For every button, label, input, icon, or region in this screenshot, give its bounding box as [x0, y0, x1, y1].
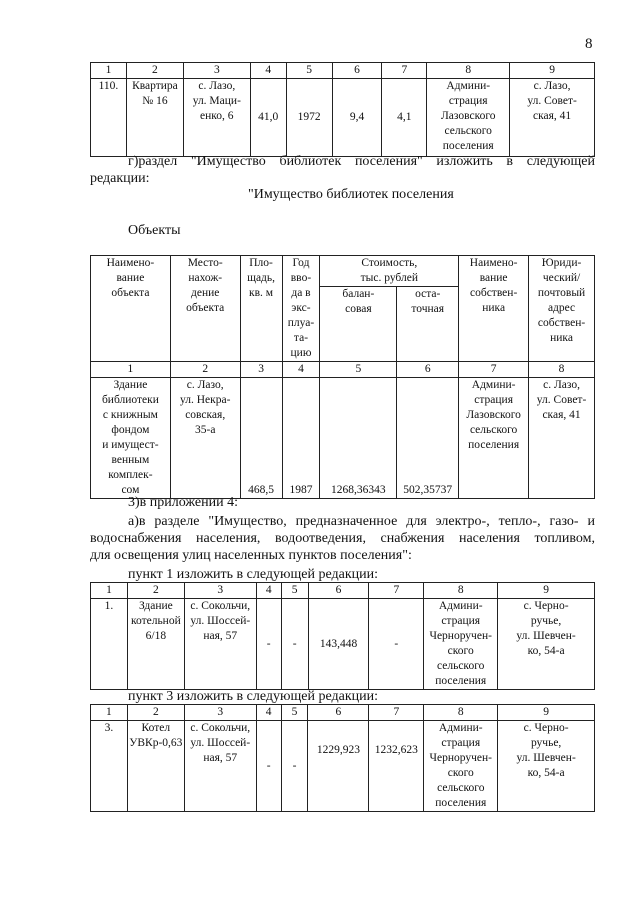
paragraph-3: 3)в приложении 4:	[128, 495, 238, 510]
paragraph-a-line2: водоснабжения населения, водоотведения, снабжения населения топливом,	[90, 531, 595, 546]
column-number: 4	[250, 63, 286, 79]
object-location: с. Сокольчи, ул. Шоссей- ная, 57	[184, 599, 256, 690]
paragraph-g-line2: редакции:	[90, 171, 150, 186]
table-header-row	[91, 63, 595, 79]
table-header-row	[91, 256, 595, 287]
paragraph-g-line1: г)раздел "Имущество библиотек поселения" изложить в следующей	[128, 154, 595, 169]
object-area: 41,0	[250, 79, 286, 157]
object-location: с. Лазо, ул. Маци- енко, 6	[183, 79, 250, 157]
owner-name: Админи- страция Черноручен- ского сельского поселения	[424, 721, 498, 812]
owner-address: с. Черно- ручье, ул. Шевчен- ко, 54-а	[498, 599, 595, 690]
owner-address: с. Лазо, ул. Совет- ская, 41	[529, 378, 595, 499]
column-number: 3	[184, 705, 256, 721]
column-number: 7	[369, 705, 424, 721]
table-row	[91, 599, 595, 690]
table-number-row	[91, 362, 595, 378]
column-number: 9	[510, 63, 595, 79]
column-number: 5	[281, 705, 308, 721]
object-name: Котел УВКр-0,63	[127, 721, 184, 812]
column-number: 5	[320, 362, 397, 378]
row-number: 110.	[91, 79, 127, 157]
objects-label: Объекты	[128, 223, 181, 238]
balance-cost: 1229,923	[308, 721, 369, 812]
object-name: Здание котельной 6/18	[127, 599, 184, 690]
column-number: 3	[184, 583, 256, 599]
column-number: 7	[382, 63, 427, 79]
column-number: 7	[369, 583, 424, 599]
object-name: Здание библиотеки с книжным фондом и имущест- венным комплек- сом	[91, 378, 171, 499]
header-year: Год ввo- да в экс- плуа- та- цию	[282, 256, 320, 362]
table-library	[90, 255, 595, 499]
column-number: 1	[91, 705, 128, 721]
paragraph-point1: пункт 1 изложить в следующей редакции:	[128, 567, 378, 582]
object-area: 468,5	[240, 378, 282, 499]
table-point3	[90, 704, 595, 812]
balance-cost: 1268,36343	[320, 378, 397, 499]
paragraph-a-line1: а)в разделе "Имущество, предназначенное для электро-, тепло-, газо- и	[128, 514, 595, 529]
table-housing	[90, 62, 595, 157]
residual-cost: -	[369, 599, 424, 690]
owner-name: Админи- страция Черноручен- ского сельского поселения	[424, 599, 498, 690]
object-year: 1972	[286, 79, 332, 157]
owner-address: с. Черно- ручье, ул. Шевчен- ко, 54-а	[498, 721, 595, 812]
owner-address: с. Лазо, ул. Совет- ская, 41	[510, 79, 595, 157]
header-balance: балан- совая	[320, 287, 397, 362]
paragraph-point3: пункт 3 изложить в следующей редакции:	[128, 689, 378, 704]
header-owner: Наимено- вание собствен- ника	[459, 256, 529, 362]
residual-cost: 502,35737	[397, 378, 459, 499]
object-name: Квартира № 16	[126, 79, 183, 157]
object-area: -	[256, 599, 281, 690]
column-number: 1	[91, 63, 127, 79]
column-number: 4	[256, 705, 281, 721]
header-address: Юриди- ческий/ почтовый адрес собствен- ника	[529, 256, 595, 362]
object-year: -	[281, 599, 308, 690]
column-number: 5	[286, 63, 332, 79]
table-row	[91, 378, 595, 499]
column-number: 1	[91, 362, 171, 378]
column-number: 2	[127, 705, 184, 721]
column-number: 7	[459, 362, 529, 378]
column-number: 4	[282, 362, 320, 378]
column-number: 9	[498, 583, 595, 599]
object-year: 1987	[282, 378, 320, 499]
column-number: 8	[424, 705, 498, 721]
column-number: 9	[498, 705, 595, 721]
column-number: 6	[308, 583, 369, 599]
section-title: "Имущество библиотек поселения	[248, 187, 454, 202]
header-cost: Стоимость, тыс. рублей	[320, 256, 459, 287]
column-number: 2	[170, 362, 240, 378]
column-number: 6	[397, 362, 459, 378]
column-number: 3	[183, 63, 250, 79]
row-number: 1.	[91, 599, 128, 690]
column-number: 6	[308, 705, 369, 721]
table-row	[91, 79, 595, 157]
object-year: -	[281, 721, 308, 812]
owner-name: Админи- страция Лазовского сельского поселения	[459, 378, 529, 499]
column-number: 2	[126, 63, 183, 79]
header-residual: оста- точная	[397, 287, 459, 362]
table-header-row	[91, 583, 595, 599]
column-number: 4	[256, 583, 281, 599]
column-number: 5	[281, 583, 308, 599]
paragraph-a-line3: для освещения улиц населенных пунктов поселения":	[90, 548, 412, 563]
header-location: Место- нахож- дение объекта	[170, 256, 240, 362]
table-header-row	[91, 705, 595, 721]
object-location: с. Сокольчи, ул. Шоссей- ная, 57	[184, 721, 256, 812]
header-area: Пло- щадь, кв. м	[240, 256, 282, 362]
table-row	[91, 721, 595, 812]
column-number: 8	[427, 63, 510, 79]
residual-cost: 4,1	[382, 79, 427, 157]
column-number: 6	[332, 63, 382, 79]
page-number: 8	[585, 36, 593, 52]
object-area: -	[256, 721, 281, 812]
column-number: 2	[127, 583, 184, 599]
table-point1	[90, 582, 595, 690]
column-number: 8	[424, 583, 498, 599]
column-number: 8	[529, 362, 595, 378]
column-number: 1	[91, 583, 128, 599]
row-number: 3.	[91, 721, 128, 812]
balance-cost: 9,4	[332, 79, 382, 157]
header-object-name: Наимено- вание объекта	[91, 256, 171, 362]
balance-cost: 143,448	[308, 599, 369, 690]
residual-cost: 1232,623	[369, 721, 424, 812]
column-number: 3	[240, 362, 282, 378]
object-location: с. Лазо, ул. Некра- совская, 35-а	[170, 378, 240, 499]
owner-name: Админи- страция Лазовского сельского поселения	[427, 79, 510, 157]
